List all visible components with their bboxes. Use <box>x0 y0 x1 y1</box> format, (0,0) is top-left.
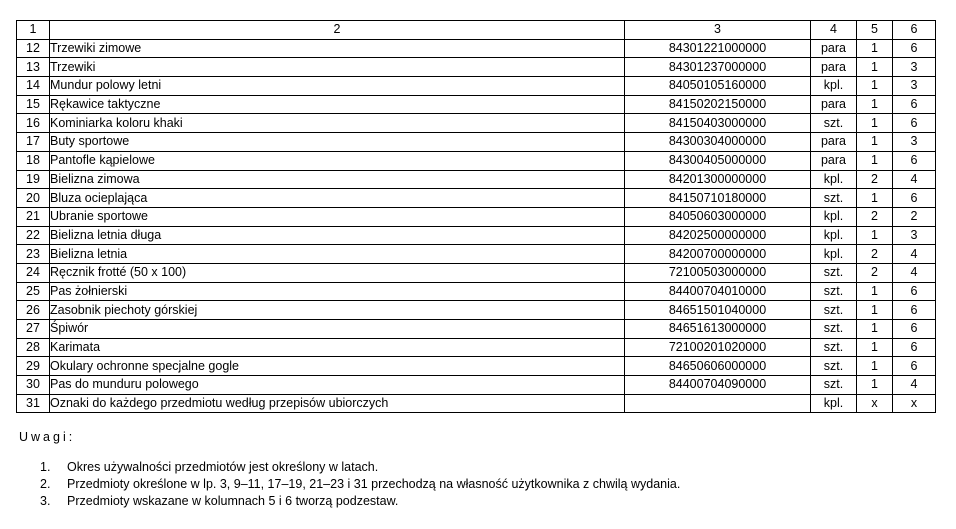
table-row <box>17 170 936 189</box>
item-code: 72100201020000 <box>625 338 811 357</box>
item-code: 84301237000000 <box>625 58 811 77</box>
note-number: 3. <box>40 494 51 508</box>
item-name: Ręcznik frotté (50 x 100) <box>50 263 625 282</box>
item-name: Okulary ochronne specjalne gogle <box>50 357 625 376</box>
unit-of-measure: kpl. <box>811 245 857 264</box>
note-item <box>40 459 680 476</box>
quantity: 1 <box>857 133 893 152</box>
row-number: 25 <box>17 282 50 301</box>
row-number: 23 <box>17 245 50 264</box>
row-number: 28 <box>17 338 50 357</box>
usage-period: 6 <box>893 95 936 114</box>
unit-of-measure: para <box>811 95 857 114</box>
usage-period: 6 <box>893 338 936 357</box>
row-number: 22 <box>17 226 50 245</box>
item-code: 84202500000000 <box>625 226 811 245</box>
row-number: 20 <box>17 189 50 208</box>
column-number-5: 5 <box>857 21 893 40</box>
item-code: 84200700000000 <box>625 245 811 264</box>
item-code: 84050603000000 <box>625 207 811 226</box>
column-number-4: 4 <box>811 21 857 40</box>
row-number: 21 <box>17 207 50 226</box>
table-row <box>17 320 936 339</box>
row-number: 16 <box>17 114 50 133</box>
table-row <box>17 95 936 114</box>
usage-period: 3 <box>893 133 936 152</box>
usage-period: 6 <box>893 189 936 208</box>
item-code: 84201300000000 <box>625 170 811 189</box>
item-code: 84651613000000 <box>625 320 811 339</box>
quantity: 1 <box>857 39 893 58</box>
item-code: 84150202150000 <box>625 95 811 114</box>
unit-of-measure: kpl. <box>811 207 857 226</box>
note-item <box>40 493 680 510</box>
table-row <box>17 207 936 226</box>
row-number: 13 <box>17 58 50 77</box>
unit-of-measure: szt. <box>811 282 857 301</box>
usage-period: 3 <box>893 58 936 77</box>
table-row <box>17 58 936 77</box>
usage-period: 6 <box>893 114 936 133</box>
unit-of-measure: szt. <box>811 301 857 320</box>
table-row <box>17 189 936 208</box>
quantity: 2 <box>857 245 893 264</box>
quantity: 1 <box>857 77 893 96</box>
table-row <box>17 338 936 357</box>
item-name: Pantofle kąpielowe <box>50 151 625 170</box>
item-name: Ubranie sportowe <box>50 207 625 226</box>
row-number: 26 <box>17 301 50 320</box>
item-code: 72100503000000 <box>625 263 811 282</box>
row-number: 29 <box>17 357 50 376</box>
item-code: 84400704010000 <box>625 282 811 301</box>
usage-period: 2 <box>893 207 936 226</box>
item-name: Mundur polowy letni <box>50 77 625 96</box>
unit-of-measure: szt. <box>811 263 857 282</box>
row-number: 19 <box>17 170 50 189</box>
unit-of-measure: szt. <box>811 338 857 357</box>
row-number: 17 <box>17 133 50 152</box>
table-row <box>17 151 936 170</box>
table-row <box>17 133 936 152</box>
note-item <box>40 476 680 493</box>
usage-period: 6 <box>893 282 936 301</box>
usage-period: 6 <box>893 151 936 170</box>
quantity: 1 <box>857 301 893 320</box>
item-name: Buty sportowe <box>50 133 625 152</box>
item-code: 84651501040000 <box>625 301 811 320</box>
table-row <box>17 77 936 96</box>
item-code: 84300304000000 <box>625 133 811 152</box>
quantity: 2 <box>857 170 893 189</box>
row-number: 12 <box>17 39 50 58</box>
usage-period: 6 <box>893 357 936 376</box>
usage-period: 6 <box>893 301 936 320</box>
quantity: 1 <box>857 226 893 245</box>
table-row <box>17 282 936 301</box>
column-number-row <box>17 21 936 40</box>
usage-period: 6 <box>893 320 936 339</box>
item-code: 84301221000000 <box>625 39 811 58</box>
note-number: 2. <box>40 477 51 491</box>
table-row <box>17 39 936 58</box>
table-row <box>17 114 936 133</box>
table-row <box>17 301 936 320</box>
item-name: Śpiwór <box>50 320 625 339</box>
item-code: 84150403000000 <box>625 114 811 133</box>
table-body <box>17 39 936 413</box>
quantity: 1 <box>857 189 893 208</box>
usage-period: x <box>893 394 936 413</box>
row-number: 15 <box>17 95 50 114</box>
item-code: 84650606000000 <box>625 357 811 376</box>
table-row <box>17 263 936 282</box>
unit-of-measure: para <box>811 39 857 58</box>
note-text: Przedmioty określone w lp. 3, 9–11, 17–19, 21–23 i 31 przechodzą na własność użytkownika z chwilą wydania. <box>67 477 681 491</box>
item-name: Bielizna zimowa <box>50 170 625 189</box>
row-number: 24 <box>17 263 50 282</box>
usage-period: 4 <box>893 263 936 282</box>
quantity: 1 <box>857 58 893 77</box>
notes-list <box>40 459 680 510</box>
quantity: x <box>857 394 893 413</box>
table-row <box>17 226 936 245</box>
unit-of-measure: para <box>811 133 857 152</box>
item-name: Pas do munduru polowego <box>50 376 625 395</box>
column-number-3: 3 <box>625 21 811 40</box>
notes-title: Uwagi: <box>19 430 76 444</box>
row-number: 14 <box>17 77 50 96</box>
item-code: 84150710180000 <box>625 189 811 208</box>
item-name: Rękawice taktyczne <box>50 95 625 114</box>
note-text: Okres używalności przedmiotów jest określony w latach. <box>67 460 379 474</box>
unit-of-measure: kpl. <box>811 170 857 189</box>
unit-of-measure: szt. <box>811 357 857 376</box>
item-code: 84300405000000 <box>625 151 811 170</box>
unit-of-measure: kpl. <box>811 394 857 413</box>
usage-period: 4 <box>893 376 936 395</box>
quantity: 1 <box>857 114 893 133</box>
item-name: Karimata <box>50 338 625 357</box>
item-name: Zasobnik piechoty górskiej <box>50 301 625 320</box>
item-name: Kominiarka koloru khaki <box>50 114 625 133</box>
table-row <box>17 245 936 264</box>
unit-of-measure: para <box>811 58 857 77</box>
column-number-1: 1 <box>17 21 50 40</box>
usage-period: 4 <box>893 170 936 189</box>
column-number-2: 2 <box>50 21 625 40</box>
item-name: Bielizna letnia <box>50 245 625 264</box>
quantity: 1 <box>857 320 893 339</box>
quantity: 1 <box>857 376 893 395</box>
unit-of-measure: szt. <box>811 189 857 208</box>
item-name: Pas żołnierski <box>50 282 625 301</box>
unit-of-measure: para <box>811 151 857 170</box>
item-name: Bielizna letnia długa <box>50 226 625 245</box>
quantity: 2 <box>857 207 893 226</box>
item-code <box>625 394 811 413</box>
item-name: Oznaki do każdego przedmiotu według przepisów ubiorczych <box>50 394 625 413</box>
row-number: 30 <box>17 376 50 395</box>
table-row <box>17 376 936 395</box>
equipment-table <box>16 20 936 413</box>
column-number-6: 6 <box>893 21 936 40</box>
item-name: Trzewiki zimowe <box>50 39 625 58</box>
row-number: 31 <box>17 394 50 413</box>
quantity: 1 <box>857 357 893 376</box>
unit-of-measure: kpl. <box>811 226 857 245</box>
unit-of-measure: szt. <box>811 376 857 395</box>
usage-period: 3 <box>893 226 936 245</box>
unit-of-measure: szt. <box>811 114 857 133</box>
quantity: 1 <box>857 282 893 301</box>
quantity: 2 <box>857 263 893 282</box>
unit-of-measure: szt. <box>811 320 857 339</box>
table-row <box>17 394 936 413</box>
note-number: 1. <box>40 460 51 474</box>
item-code: 84050105160000 <box>625 77 811 96</box>
usage-period: 6 <box>893 39 936 58</box>
unit-of-measure: kpl. <box>811 77 857 96</box>
usage-period: 3 <box>893 77 936 96</box>
item-name: Trzewiki <box>50 58 625 77</box>
table-row <box>17 357 936 376</box>
row-number: 18 <box>17 151 50 170</box>
item-code: 84400704090000 <box>625 376 811 395</box>
row-number: 27 <box>17 320 50 339</box>
note-text: Przedmioty wskazane w kolumnach 5 i 6 tworzą podzestaw. <box>67 494 399 508</box>
quantity: 1 <box>857 151 893 170</box>
item-name: Bluza ocieplająca <box>50 189 625 208</box>
quantity: 1 <box>857 95 893 114</box>
quantity: 1 <box>857 338 893 357</box>
usage-period: 4 <box>893 245 936 264</box>
